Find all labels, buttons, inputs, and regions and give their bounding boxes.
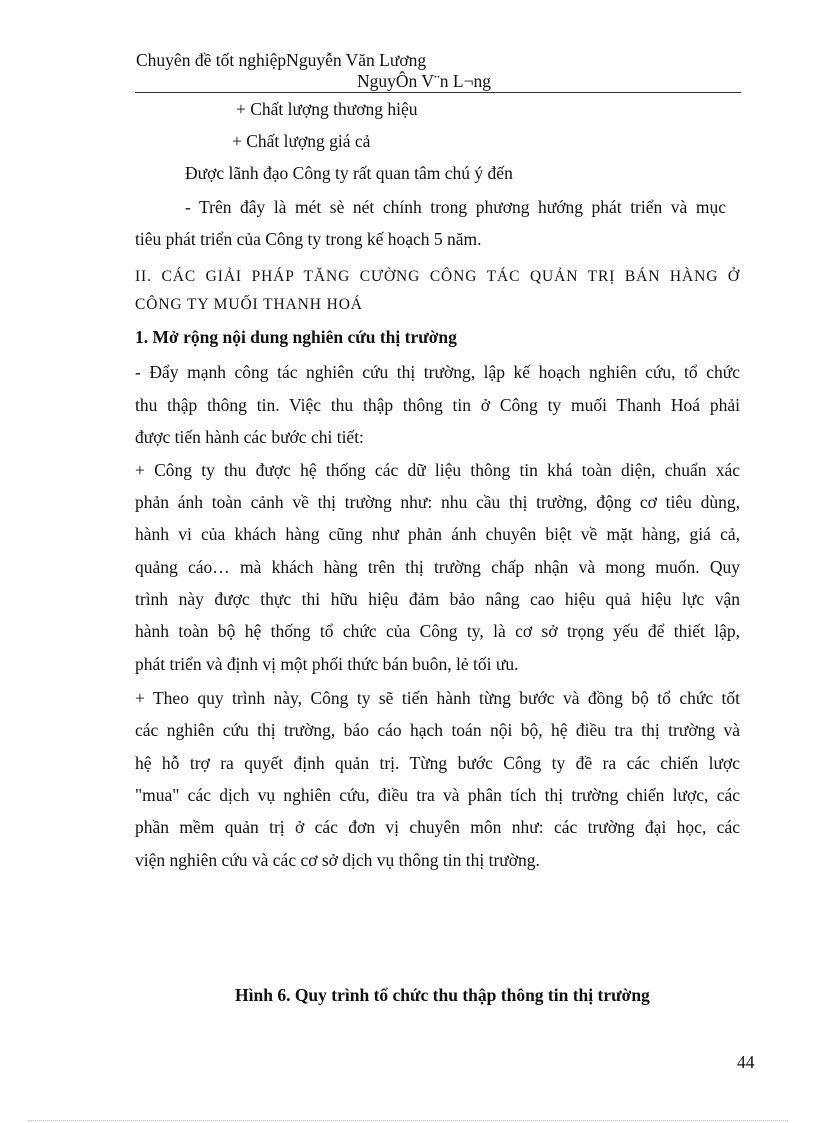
section-heading-line2: CÔNG TY MUỐI THANH HOÁ <box>135 296 363 313</box>
subheading-market-research: 1. Mở rộng nội dung nghiên cứu thị trường <box>135 327 457 347</box>
page-bottom-divider <box>28 1120 788 1121</box>
quality-brand-item: + Chất lượng thương hiệu <box>236 99 418 119</box>
paragraph-summary-line1: - Trên đây là mét sè nét chính trong phương hướng phát triển và mục <box>185 197 726 217</box>
header-author-line: Chuyên đề tốt nghiệpNguyễn Văn Lương <box>136 50 427 70</box>
page-number: 44 <box>737 1052 755 1072</box>
section-heading-line1: II. CÁC GIẢI PHÁP TĂNG CƯỜNG CÔNG TÁC QUẢN TRỊ BÁN HÀNG Ở <box>135 268 740 285</box>
paragraph-process-line4: "mua" các dịch vụ nghiên cứu, điều tra và phân tích thị trường chiến lược, các <box>135 785 740 805</box>
figure-caption: Hình 6. Quy trình tổ chức thu thập thông tin thị trường <box>235 985 650 1005</box>
header-author-garbled: NguyÔn V¨n L¬ng <box>357 71 491 91</box>
paragraph-research-line2: thu thập thông tin. Việc thu thập thông tin ở Công ty muối Thanh Hoá phải <box>135 395 740 415</box>
paragraph-leadership: Được lãnh đạo Công ty rất quan tâm chú ý đến <box>185 163 513 183</box>
paragraph-process-line3: hệ hỗ trợ ra quyết định quản trị. Từng bước Công ty đề ra các chiến lược <box>135 753 740 773</box>
paragraph-data-line4: quảng cáo… mà khách hàng trên thị trường chấp nhận và mong muốn. Quy <box>135 557 740 577</box>
paragraph-process-line2: các nghiên cứu thị trường, báo cáo hạch toán nội bộ, hệ điều tra thị trường và <box>135 720 740 740</box>
paragraph-data-line3: hành vi của khách hàng cũng như phản ánh chuyên biệt về mặt hàng, giá cả, <box>135 524 740 544</box>
paragraph-data-line5: trình này được thực thi hữu hiệu đảm bảo nâng cao hiệu quả hiệu lực vận <box>135 589 740 609</box>
quality-price-item: + Chất lượng giá cả <box>232 131 371 151</box>
paragraph-data-line1: + Công ty thu được hệ thống các dữ liệu thông tin khá toàn diện, chuẩn xác <box>135 460 740 480</box>
paragraph-data-line6: hành toàn bộ hệ thống tổ chức của Công ty, là cơ sở trọng yếu để thiết lập, <box>135 621 740 641</box>
header-divider <box>135 92 741 93</box>
paragraph-data-line7: phát triển và định vị một phối thức bán buôn, lẻ tối ưu. <box>135 654 519 674</box>
paragraph-research-line1: - Đẩy mạnh công tác nghiên cứu thị trường, lập kế hoạch nghiên cứu, tổ chức <box>135 362 740 382</box>
paragraph-process-line6: viện nghiên cứu và các cơ sở dịch vụ thông tin thị trường. <box>135 850 540 870</box>
paragraph-summary-line2: tiêu phát triển của Công ty trong kế hoạch 5 năm. <box>135 229 482 249</box>
paragraph-process-line5: phần mềm quản trị ở các đơn vị chuyên môn như: các trường đại học, các <box>135 817 740 837</box>
paragraph-process-line1: + Theo quy trình này, Công ty sẽ tiến hành từng bước và đồng bộ tổ chức tốt <box>135 688 740 708</box>
paragraph-research-line3: được tiến hành các bước chi tiết: <box>135 427 364 447</box>
paragraph-data-line2: phản ánh toàn cảnh về thị trường như: nhu cầu thị trường, động cơ tiêu dùng, <box>135 492 740 512</box>
